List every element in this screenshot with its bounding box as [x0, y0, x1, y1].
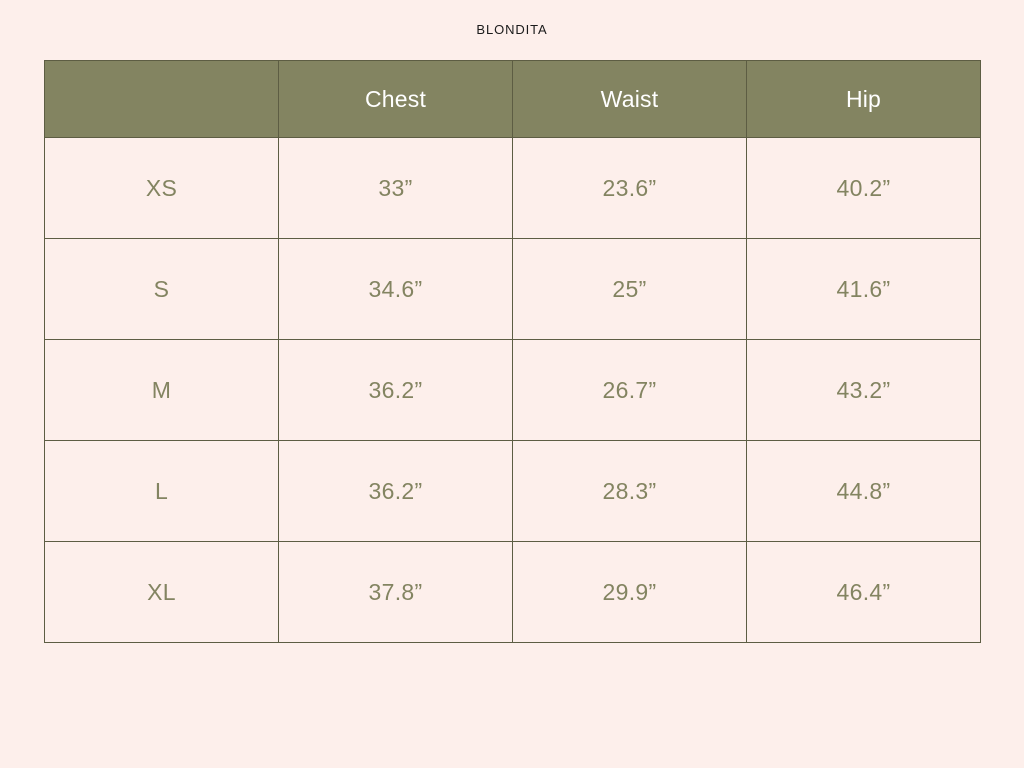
column-header-chest: Chest [279, 61, 513, 138]
page-title: BLONDITA [476, 22, 548, 37]
cell-waist: 23.6” [513, 138, 747, 239]
cell-hip: 44.8” [747, 441, 981, 542]
table-row [45, 441, 981, 542]
table-header-row [45, 61, 981, 138]
cell-waist: 25” [513, 239, 747, 340]
column-header-waist: Waist [513, 61, 747, 138]
table-row [45, 138, 981, 239]
cell-hip: 43.2” [747, 340, 981, 441]
cell-chest: 34.6” [279, 239, 513, 340]
table-header [45, 61, 981, 138]
cell-waist: 29.9” [513, 542, 747, 643]
cell-size: L [45, 441, 279, 542]
cell-waist: 26.7” [513, 340, 747, 441]
cell-chest: 36.2” [279, 441, 513, 542]
cell-size: XS [45, 138, 279, 239]
cell-hip: 40.2” [747, 138, 981, 239]
cell-size: XL [45, 542, 279, 643]
cell-chest: 36.2” [279, 340, 513, 441]
cell-hip: 46.4” [747, 542, 981, 643]
cell-hip: 41.6” [747, 239, 981, 340]
cell-size: S [45, 239, 279, 340]
cell-size: M [45, 340, 279, 441]
table-row [45, 542, 981, 643]
column-header-hip: Hip [747, 61, 981, 138]
cell-chest: 37.8” [279, 542, 513, 643]
size-table [44, 60, 981, 643]
table-row [45, 239, 981, 340]
table-row [45, 340, 981, 441]
cell-waist: 28.3” [513, 441, 747, 542]
size-table-container [44, 60, 980, 643]
cell-chest: 33” [279, 138, 513, 239]
table-body [45, 138, 981, 643]
column-header-size [45, 61, 279, 138]
